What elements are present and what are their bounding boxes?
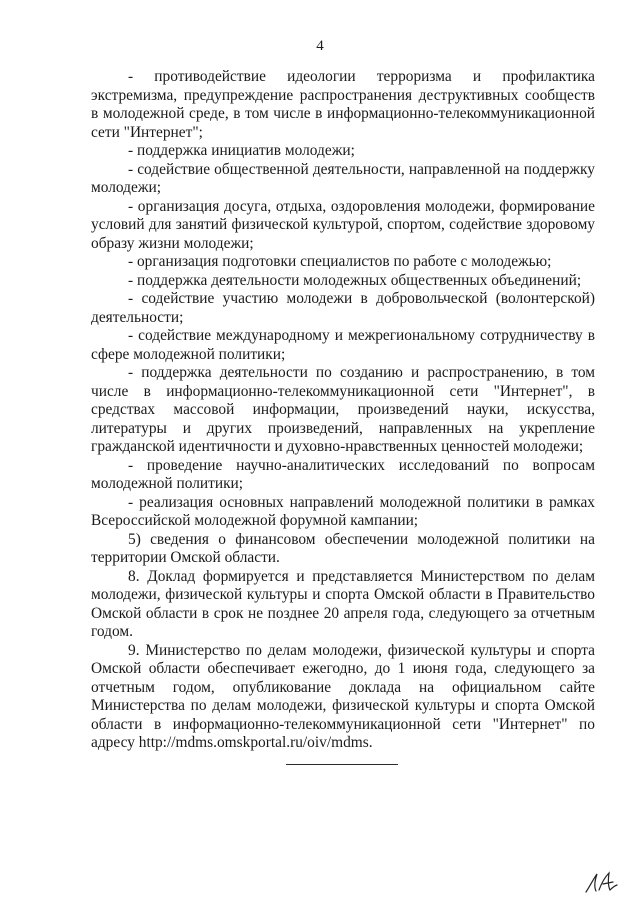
paragraph-terrorism-prevention: - противодействие идеологии терроризма и профилактика экстремизма, предупреждение распространения деструктивных сообществ в молодежной среде, в том числе в информационно-телекоммуникационной сети "Интернет"; bbox=[91, 68, 595, 141]
paragraph-civic-identity: - поддержка деятельности по созданию и распространению, в том числе в информационно-телекоммуникационной сети "Интернет", в средствах массовой информации, произведений науки, искусства, литературы и других произведений, направленных на укрепление гражданской идентичности и духовно-нравственных ценностей молодежи; bbox=[91, 364, 595, 455]
clause-8-report-submission: 8. Доклад формируется и представляется Министерством по делам молодежи, физической культуры и спорта Омской области в Правительство Омской области в срок не позднее 20 апреля года, следующего за отчетным годом. bbox=[91, 567, 595, 640]
paragraph-financial-info: 5) сведения о финансовом обеспечении молодежной политики на территории Омской области. bbox=[91, 530, 595, 566]
initials-signature bbox=[582, 868, 622, 898]
paragraph-forum-campaign: - реализация основных направлений молодежной политики в рамках Всероссийской молодежной форумной кампании; bbox=[91, 493, 595, 529]
paragraph-volunteering: - содействие участию молодежи в добровольческой (волонтерской) деятельности; bbox=[91, 290, 595, 326]
clause-9-report-publication: 9. Министерство по делам молодежи, физической культуры и спорта Омской области обеспечивает ежегодно, до 1 июня года, следующего за отчетным годом, опубликование доклада на официальном сайте Министерства по делам молодежи, физической культуры и спорта Омской области в информационно-телекоммуникационной сети "Интернет" по адресу http://mdms.omskportal.ru/oiv/mdms. bbox=[91, 641, 595, 751]
paragraph-leisure-health: - организация досуга, отдыха, оздоровления молодежи, формирование условий для занятий физической культурой, спортом, содействие здоровому образу жизни молодежи; bbox=[91, 197, 595, 252]
paragraph-public-activity: - содействие общественной деятельности, направленной на поддержку молодежи; bbox=[91, 160, 595, 196]
separator-line bbox=[286, 764, 398, 765]
paragraph-international-cooperation: - содействие международному и межрегиональному сотрудничеству в сфере молодежной политики; bbox=[91, 327, 595, 363]
paragraph-youth-associations: - поддержка деятельности молодежных общественных объединений; bbox=[128, 271, 582, 289]
paragraph-research: - проведение научно-аналитических исследований по вопросам молодежной политики; bbox=[91, 456, 595, 492]
paragraph-specialist-training: - организация подготовки специалистов по работе с молодежью; bbox=[128, 253, 552, 270]
page-number: 4 bbox=[316, 38, 324, 54]
document-body bbox=[91, 68, 595, 753]
paragraph-youth-initiatives: - поддержка инициатив молодежи; bbox=[128, 142, 355, 159]
